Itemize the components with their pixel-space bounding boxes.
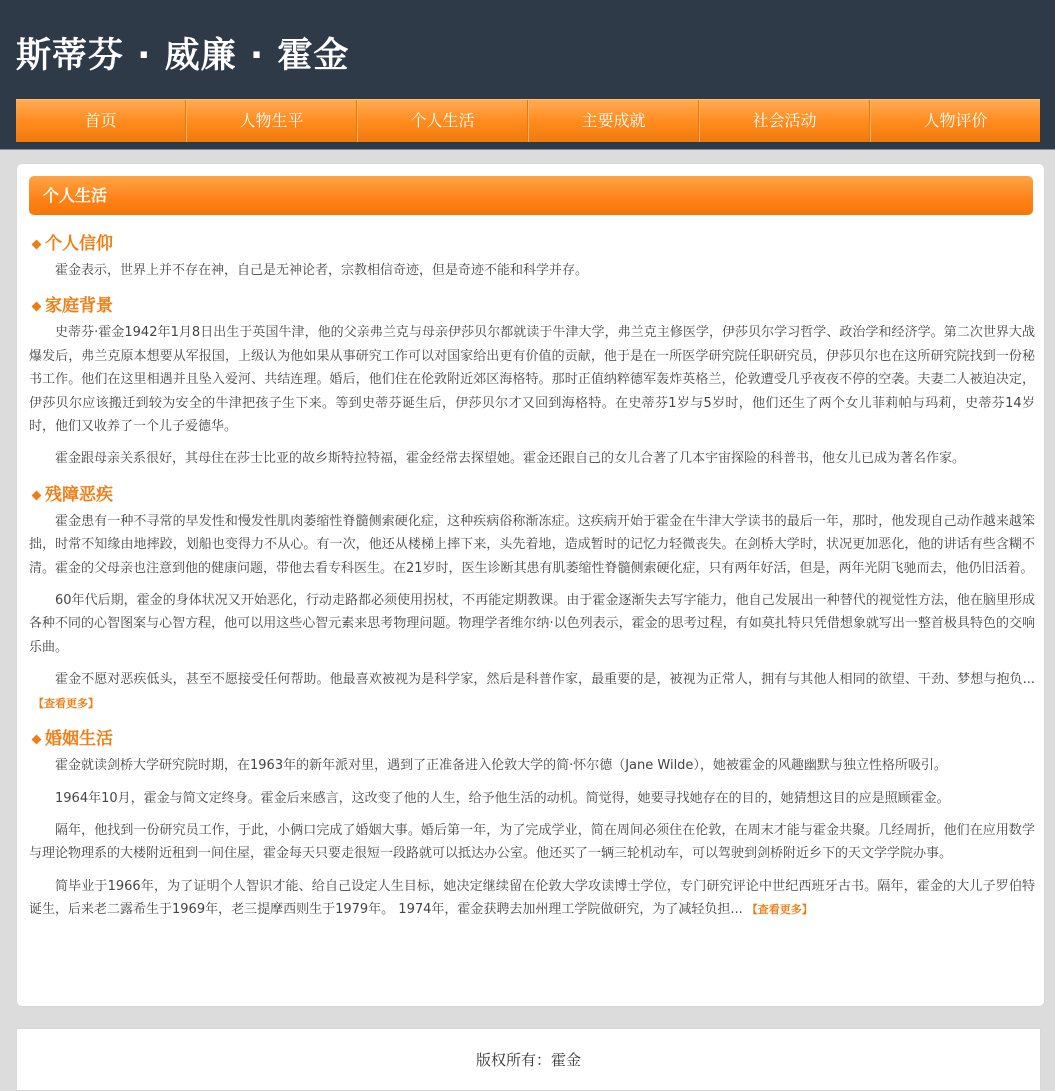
article-body [29,226,1035,931]
section-title-family: 家庭背景 [29,291,1035,321]
nav-item-achievements[interactable]: 主要成就 [528,100,699,142]
diamond-bullet-icon [32,735,42,745]
section-title-marriage: 婚姻生活 [29,724,1035,754]
section-title-illness: 残障恶疾 [29,480,1035,510]
paragraph: 史蒂芬·霍金1942年1月8日出生于英国牛津，他的父亲弗兰克与母亲伊莎贝尔都就读于牛津大学，弗兰克主修医学，伊莎贝尔学习哲学、政治学和经济学。第二次世界大战爆发后，弗兰克原本想要从军报国，上级认为他如果从事研究工作可以对国家给出更有价值的贡献，他于是在一所医学研究院任职研究员，伊莎贝尔也在这所研究院找到一份秘书工作。他们在这里相遇并且坠入爱河、共结连理。婚后，他们住在伦敦附近郊区海格特。那时正值纳粹德军轰炸英格兰，伦敦遭受几乎夜夜不停的空袭。夫妻二人被迫决定，伊莎贝尔应该搬迁到较为安全的牛津把孩子生下来。等到史蒂芬诞生后，伊莎贝尔才又回到海格特。在史蒂芬1岁与5岁时，他们还生了两个女儿菲莉帕与玛莉，史蒂芬14岁时，他们又收养了一个儿子爱德华。 [29,325,1035,435]
see-more-link[interactable]: 【查看更多】 [33,696,99,710]
section-title-belief: 个人信仰 [29,229,1035,259]
nav-item-home[interactable]: 首页 [16,100,186,142]
paragraph: 霍金患有一种不寻常的早发性和慢发性肌肉萎缩性脊髓侧索硬化症，这种疾病俗称渐冻症。这疾病开始于霍金在牛津大学读书的最后一年，那时，他发现自己动作越来越笨拙，时常不知缘由地摔跤，划船也变得力不从心。有一次，他还从楼梯上摔下来，头先着地，造成暂时的记忆力轻微丧失。在剑桥大学时，状况更加恶化，他的讲话有些含糊不清。霍金的父母亲也注意到他的健康问题，带他去看专科医生。在21岁时，医生诊断其患有肌萎缩性脊髓侧索硬化症，只有两年好活，但是，两年光阴飞驰而去，他仍旧活着。 [29,513,1035,576]
copyright-text: 版权所有：霍金 [475,1051,581,1069]
diamond-bullet-icon [32,490,42,500]
see-more-link[interactable]: 【查看更多】 [746,903,813,917]
site-footer [16,1028,1041,1091]
paragraph: 简毕业于1966年，为了证明个人智识才能、给自己设定人生目标，她决定继续留在伦敦大学攻读博士学位，专门研究评论中世纪西班牙古书。隔年，霍金的大儿子罗伯特诞生，后来老二露希生于1969年，老三提摩西则生于1979年。 1974年，霍金获聘去加州理工学院做研究，为了减轻负担... 【查看更多】 [29,878,1035,918]
nav-item-evaluation[interactable]: 人物评价 [870,100,1040,142]
paragraph: 霍金不愿对恶疾低头，甚至不愿接受任何帮助。他最喜欢被视为是科学家，然后是科普作家，最重要的是，被视为正常人，拥有与其他人相同的欲望、干劲、梦想与抱负...【查看更多】 [33,672,1035,710]
content-panel [16,163,1045,1007]
nav-item-social-activities[interactable]: 社会活动 [699,100,870,142]
site-header [0,0,1055,150]
site-title: 斯蒂芬 · 威廉 · 霍金 [16,36,350,76]
main-nav [16,99,1040,142]
paragraph: 隔年，他找到一份研究员工作，于此，小俩口完成了婚姻大事。婚后第一年，为了完成学业，简在周间必须住在伦敦，在周末才能与霍金共聚。几经周折，他们在应用数学与理论物理系的大楼附近租到一间住屋，霍金每天只要走很短一段路就可以抵达办公室。他还买了一辆三轮机动车，可以驾驶到剑桥附近乡下的天文学学院办事。 [29,822,1035,862]
paragraph: 1964年10月，霍金与简文定终身。霍金后来感言，这改变了他的人生，给予他生活的动机。简觉得，她要寻找她存在的目的，她猜想这目的应是照顾霍金。 [55,790,950,806]
paragraph: 霍金跟母亲关系很好，其母住在莎士比亚的故乡斯特拉特福，霍金经常去探望她。霍金还跟自己的女儿合著了几本宇宙探险的科普书，他女儿已成为著名作家。 [55,451,966,467]
paragraph: 霍金就读剑桥大学研究院时期，在1963年的新年派对里，遇到了正准备进入伦敦大学的简·怀尔德（Jane Wilde），她被霍金的风趣幽默与独立性格所吸引。 [55,758,947,774]
diamond-bullet-icon [32,302,42,312]
diamond-bullet-icon [32,240,42,250]
content-heading: 个人生活 [29,176,1033,215]
nav-item-personal-life[interactable]: 个人生活 [357,100,528,142]
paragraph: 霍金表示，世界上并不存在神，自己是无神论者，宗教相信奇迹，但是奇迹不能和科学并存。 [55,263,589,278]
nav-item-biography[interactable]: 人物生平 [186,100,357,142]
paragraph: 60年代后期，霍金的身体状况又开始恶化，行动走路都必须使用拐杖，不再能定期教课。由于霍金逐渐失去写字能力，他自己发展出一种替代的视觉性方法，他在脑里形成各种不同的心智图案与心智方程，他可以用这些心智元素来思考物理问题。物理学者维尔纳·以色列表示，霍金的思考过程，有如莫扎特只凭借想象就写出一整首极具特色的交响乐曲。 [29,593,1035,655]
